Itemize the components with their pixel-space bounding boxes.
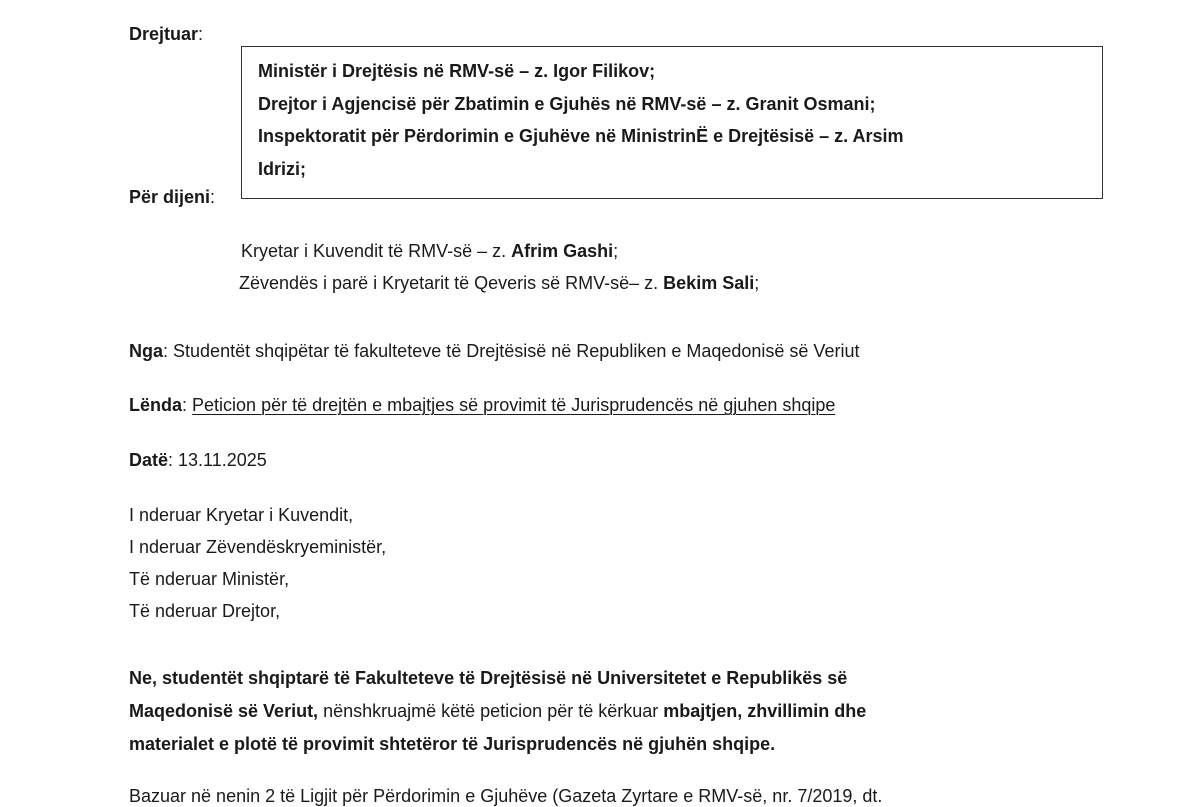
body-paragraph-line: Ne, studentët shqiptarë të Fakulteteve të Drejtësisë në Universitetet e Republikës së bbox=[129, 668, 848, 688]
cc-name: Bekim Sali bbox=[663, 273, 755, 293]
per-dijeni-label: Për dijeni: bbox=[129, 187, 216, 207]
nga-line: Nga: Studentët shqipëtar të fakulteteve të Drejtësisë në Republiken e Maqedonisë së Veriut bbox=[129, 341, 860, 361]
recipients-box bbox=[241, 46, 1103, 199]
body-paragraph-line: materialet e plotë të provimit shtetëror të Jurisprudencës në gjuhën shqipe. bbox=[129, 734, 776, 754]
lenda-line: Lënda: Peticion për të drejtën e mbajtjes së provimit të Jurisprudencës në gjuhen shqipe bbox=[129, 395, 836, 415]
cc-line: Zëvendës i parë i Kryetarit të Qeveris së RMV-së– z. Bekim Sali; bbox=[239, 273, 760, 293]
cc-line: Kryetar i Kuvendit të RMV-së – z. Afrim Gashi; bbox=[241, 241, 619, 261]
salutation-line: I nderuar Zëvendëskryeministër, bbox=[129, 537, 387, 557]
drejtuar-label: Drejtuar: bbox=[129, 24, 204, 44]
lenda-value: Peticion për të drejtën e mbajtjes së provimit të Jurisprudencës në gjuhen shqipe bbox=[192, 395, 836, 415]
body-paragraph-line: Maqedonisë së Veriut, nënshkruajmë këtë peticion për të kërkuar mbajtjen, zhvillimin dhe bbox=[129, 701, 867, 721]
recipient-line: Inspektoratit për Përdorimin e Gjuhëve në MinistrinË e Drejtësisë – z. Arsim bbox=[258, 126, 904, 146]
nga-value: Studentët shqipëtar të fakulteteve të Drejtësisë në Republiken e Maqedonisë së Veriut bbox=[173, 341, 860, 361]
recipient-line: Drejtor i Agjencisë për Zbatimin e Gjuhës në RMV-së – z. Granit Osmani; bbox=[258, 94, 876, 114]
recipient-line: Ministër i Drejtësis në RMV-së – z. Igor Filikov; bbox=[258, 61, 656, 81]
salutation-line: Të nderuar Ministër, bbox=[129, 569, 290, 589]
salutation-line: Të nderuar Drejtor, bbox=[129, 601, 281, 621]
date-line: Datë: 13.11.2025 bbox=[129, 450, 267, 470]
salutation-line: I nderuar Kryetar i Kuvendit, bbox=[129, 505, 354, 525]
recipient-line: Idrizi; bbox=[258, 159, 306, 179]
cc-name: Afrim Gashi bbox=[511, 241, 614, 261]
date-value: 13.11.2025 bbox=[178, 450, 267, 470]
body-paragraph-line-cutoff: Bazuar në nenin 2 të Ligjit për Përdorimin e Gjuhëve (Gazeta Zyrtare e RMV-së, nr. 7/2019, dt. bbox=[129, 786, 883, 806]
